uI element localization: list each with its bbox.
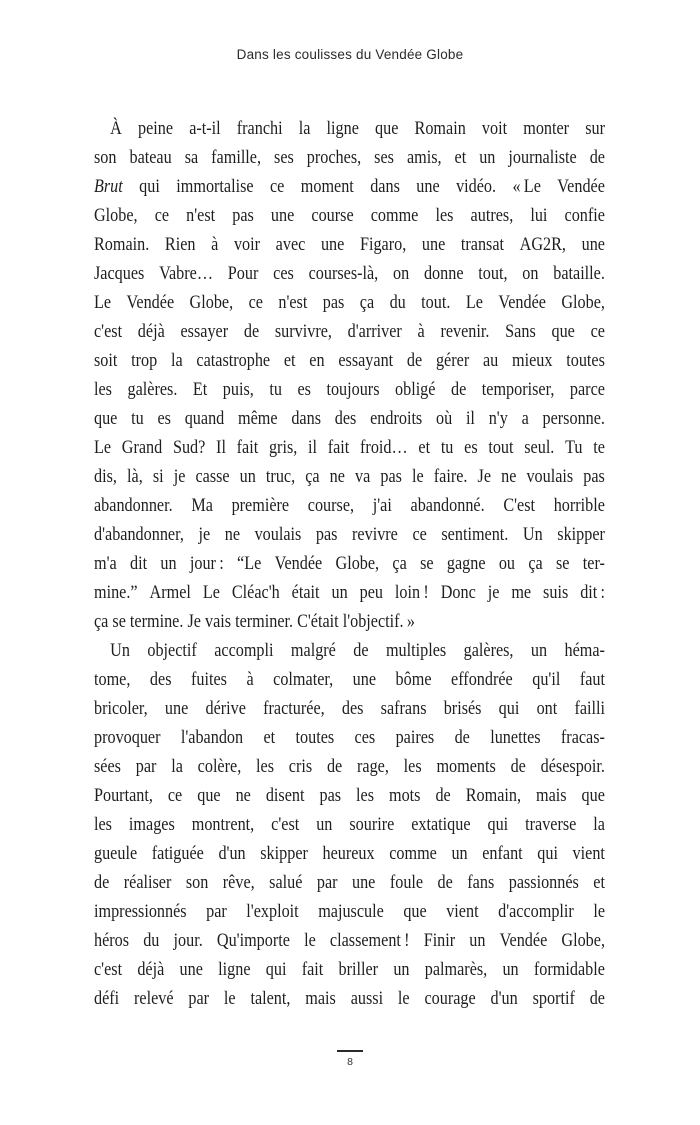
text-line: soit trop la catastrophe et en essayant de gérer au mieux toutes (94, 350, 605, 371)
text-line: les images montrent, c'est un sourire extatique qui traverse la (94, 814, 605, 835)
body-text (94, 114, 605, 1013)
body-text-lines (94, 114, 605, 1013)
text-line: Le Grand Sud? Il fait gris, il fait froid… et tu es tout seul. Tu te (94, 437, 605, 458)
text-line: mine.” Armel Le Cléac'h était un peu loin ! Donc je me suis dit : (94, 582, 606, 603)
text-line: Brut qui immortalise ce moment dans une vidéo. « Le Vendée (94, 176, 605, 197)
text-line: son bateau sa famille, ses proches, ses amis, et un journaliste de (94, 147, 605, 168)
text-line: Le Vendée Globe, ce n'est pas ça du tout. Le Vendée Globe, (94, 292, 605, 313)
text-line: dis, là, si je casse un truc, ça ne va pas le faire. Je ne voulais pas (94, 466, 605, 487)
text-line: bricoler, une dérive fracturée, des safrans brisés qui ont failli (94, 698, 606, 719)
text-line: Globe, ce n'est pas une course comme les autres, lui confie (94, 205, 605, 226)
text-line: abandonner. Ma première course, j'ai abandonné. C'est horrible (94, 495, 605, 516)
text-line: impressionnés par l'exploit majuscule que vient d'accomplir le (94, 901, 606, 922)
text-line: d'abandonner, je ne voulais pas revivre ce sentiment. Un skipper (94, 524, 605, 545)
text-line: c'est déjà une ligne qui fait briller un palmarès, un formidable (94, 959, 605, 980)
text-line: gueule fatiguée d'un skipper heureux comme un enfant qui vient (94, 843, 605, 864)
text-line: À peine a-t-il franchi la ligne que Romain voit monter sur (110, 118, 605, 139)
text-line: de réaliser son rêve, salué par une foule de fans passionnés et (94, 872, 605, 893)
text-line: défi relevé par le talent, mais aussi le courage d'un sportif de (94, 988, 605, 1009)
text-line: héros du jour. Qu'importe le classement ! Finir un Vendée Globe, (94, 930, 606, 951)
text-line: Un objectif accompli malgré de multiples galères, un héma- (110, 640, 605, 661)
text-line: Pourtant, ce que ne disent pas les mots de Romain, mais que (94, 785, 605, 806)
running-header: Dans les coulisses du Vendée Globe (236, 47, 464, 62)
footer-rule (337, 1050, 363, 1052)
text-line: que tu es quand même dans des endroits où il n'y a personne. (94, 408, 605, 429)
page-number: 8 (347, 1056, 353, 1068)
text-line: les galères. Et puis, tu es toujours obligé de temporiser, parce (94, 379, 605, 400)
text-line: c'est déjà essayer de survivre, d'arriver à revenir. Sans que ce (94, 321, 605, 342)
text-line: Jacques Vabre… Pour ces courses-là, on donne tout, on bataille. (94, 263, 605, 284)
text-line: sées par la colère, les cris de rage, les moments de désespoir. (94, 756, 605, 777)
text-line: tome, des fuites à colmater, une bôme effondrée qu'il faut (94, 669, 605, 690)
text-line: m'a dit un jour : “Le Vendée Globe, ça se gagne ou ça se ter- (94, 553, 605, 574)
text-line: ça se termine. Je vais terminer. C'était l'objectif. » (94, 611, 415, 632)
text-line: Romain. Rien à voir avec une Figaro, une transat AG2R, une (94, 234, 605, 255)
text-line: provoquer l'abandon et toutes ces paires de lunettes fracas- (94, 727, 605, 748)
